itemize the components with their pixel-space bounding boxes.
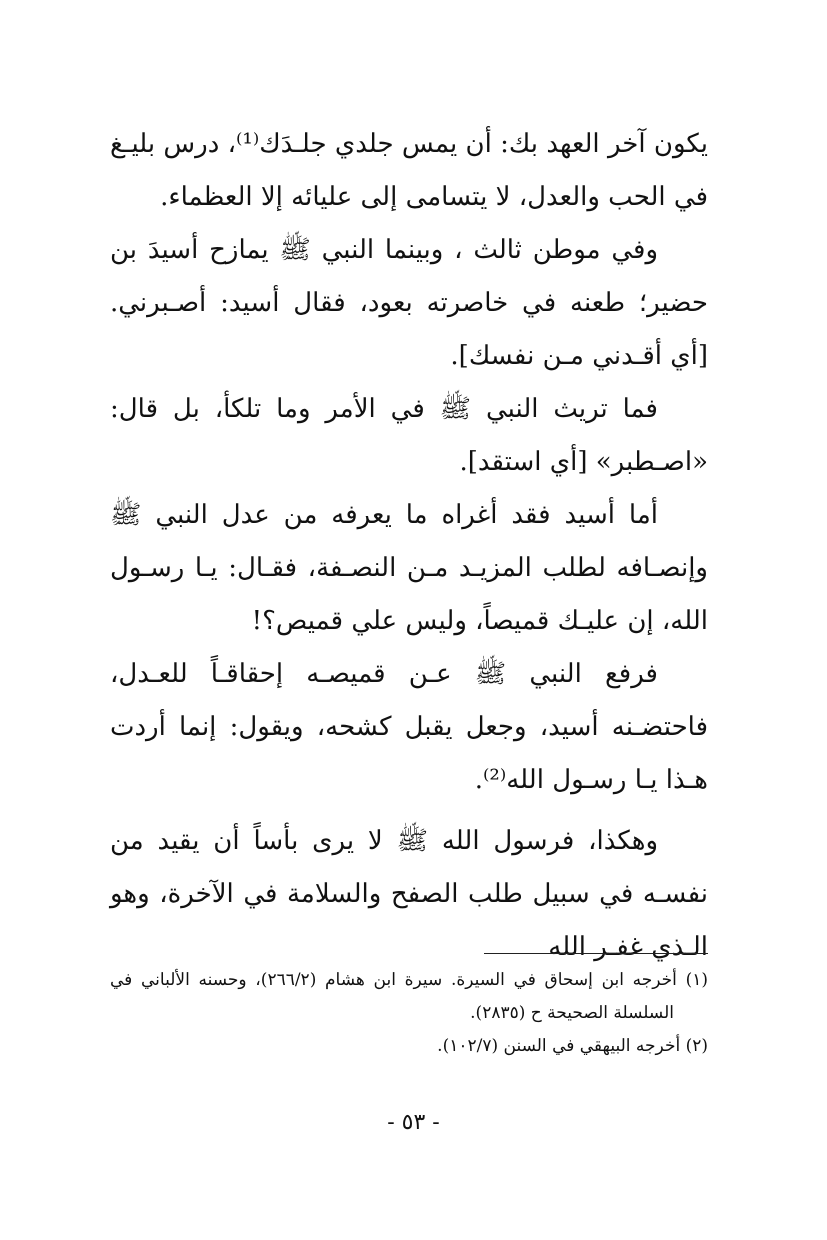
paragraph-1: يكون آخر العهد بك: أن يمس جلدي جلـدَك⁽¹⁾، درس بليـغ في الحب والعدل، لا يتسامى إلى عليائه إلا العظماء. xyxy=(110,129,708,212)
footnote-1: (١) أخرجه ابن إسحاق في السيرة. سيرة ابن هشام (٢٦٦/٢)، وحسنه الألباني في السلسلة الصحيحة ح (٢٨٣٥). xyxy=(110,970,708,1023)
main-text xyxy=(110,118,708,974)
paragraph-6: وهكذا، فرسول الله ﷺ لا يرى بأساً أن يقيد من نفسـه في سبيل طلب الصفح والسلامة في الآخرة، وهو الـذي غفـر الله xyxy=(110,826,708,962)
footnote-separator xyxy=(484,953,708,954)
paragraph-2: وفي موطن ثالث ، وبينما النبي ﷺ يمازح أسيدَ بن حضير؛ طعنه في خاصرته بعود، فقال أسيد: أصـبرني. [أي أقـدني مـن نفسك]. xyxy=(110,235,708,371)
paragraph-4: أما أسيد فقد أغراه ما يعرفه من عدل النبي ﷺ وإنصـافه لطلب المزيـد مـن النصـفة، فقـال: يـا رسـول الله، إن عليـك قميصاً، وليس علي قميص؟! xyxy=(110,500,708,636)
paragraph-5: فرفع النبي ﷺ عـن قميصـه إحقاقـاً للعـدل، فاحتضـنه أسيد، وجعل يقبل كشحه، ويقول: إنما أردت هـذا يـا رسـول الله⁽²⁾. xyxy=(110,659,708,795)
footnote-2: (٢) أخرجه البيهقي في السنن (١٠٢/٧). xyxy=(437,1036,708,1056)
page-number: - ٥٣ - xyxy=(387,1110,440,1135)
footnotes xyxy=(110,964,708,1063)
paragraph-3: فما تريث النبي ﷺ في الأمر وما تلكأ، بل قال: «اصـطبر» [أي استقد]. xyxy=(110,394,708,477)
